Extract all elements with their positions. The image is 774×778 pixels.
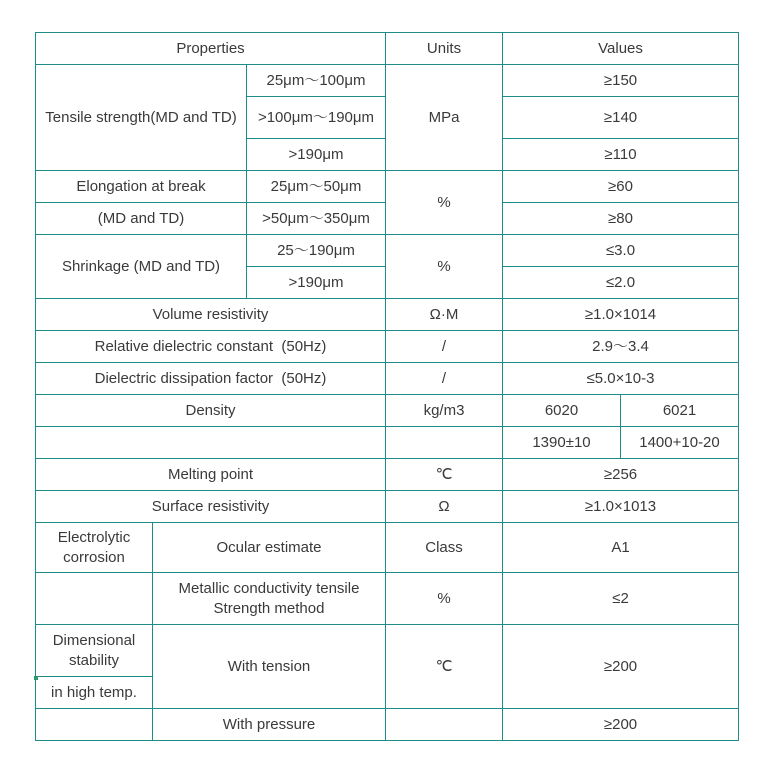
dimensional-label-line3: in high temp. — [36, 677, 153, 709]
dimensional-label-line2: stability — [68, 651, 120, 669]
values-header: Values — [503, 33, 739, 65]
density-value-6021: 1400+10-20 — [621, 427, 739, 459]
electrolytic-label — [36, 523, 153, 573]
pressure-row — [36, 709, 739, 741]
properties-header: Properties — [36, 33, 386, 65]
volume-resistivity-unit: Ω·M — [386, 299, 503, 331]
tensile-value-2: ≥140 — [503, 97, 739, 139]
elongation-range-1: 25μm～50μm — [247, 171, 386, 203]
shrinkage-range-1: 25～190μm — [247, 235, 386, 267]
dielectric-constant-unit: / — [386, 331, 503, 363]
density-value-6020: 1390±10 — [503, 427, 621, 459]
density-unit-blank — [386, 427, 503, 459]
surface-resistivity-value: ≥1.0×1013 — [503, 491, 739, 523]
elongation-value-1: ≥60 — [503, 171, 739, 203]
melting-point-unit: ℃ — [386, 459, 503, 491]
density-blank — [36, 427, 386, 459]
shrinkage-range-2: >190μm — [247, 267, 386, 299]
tensile-value-3: ≥110 — [503, 139, 739, 171]
density-grade-6021: 6021 — [621, 395, 739, 427]
density-label: Density — [36, 395, 386, 427]
melting-point-value: ≥256 — [503, 459, 739, 491]
dissipation-factor-unit: / — [386, 363, 503, 395]
tensile-row-1 — [36, 65, 739, 97]
dimensional-label-line1: Dimensional — [52, 631, 136, 649]
electrolytic-row-1 — [36, 523, 739, 573]
tensile-range-2: >100μm～190μm — [247, 97, 386, 139]
elongation-row-1 — [36, 171, 739, 203]
metallic-method-line1: Metallic conductivity tensile — [178, 579, 360, 597]
dissipation-factor-label: Dielectric dissipation factor (50Hz) — [36, 363, 386, 395]
shrinkage-label: Shrinkage (MD and TD) — [36, 235, 247, 299]
melting-point-row — [36, 459, 739, 491]
dielectric-constant-row — [36, 331, 739, 363]
melting-point-label: Melting point — [36, 459, 386, 491]
surface-resistivity-row — [36, 491, 739, 523]
tension-method: With tension — [153, 625, 386, 709]
elongation-value-2: ≥80 — [503, 203, 739, 235]
surface-resistivity-label: Surface resistivity — [36, 491, 386, 523]
density-unit: kg/m3 — [386, 395, 503, 427]
shrinkage-value-1: ≤3.0 — [503, 235, 739, 267]
dielectric-constant-value: 2.9～3.4 — [503, 331, 739, 363]
dissipation-factor-value: ≤5.0×10-3 — [503, 363, 739, 395]
surface-resistivity-unit: Ω — [386, 491, 503, 523]
elongation-label-line1: Elongation at break — [36, 171, 247, 203]
volume-resistivity-label: Volume resistivity — [36, 299, 386, 331]
units-header: Units — [386, 33, 503, 65]
pressure-method: With pressure — [153, 709, 386, 741]
elongation-unit: % — [386, 171, 503, 235]
properties-table — [35, 32, 739, 741]
header-row — [36, 33, 739, 65]
ocular-method: Ocular estimate — [153, 523, 386, 573]
dielectric-constant-label: Relative dielectric constant (50Hz) — [36, 331, 386, 363]
cell-marker — [34, 676, 38, 680]
volume-resistivity-value: ≥1.0×1014 — [503, 299, 739, 331]
pressure-value: ≥200 — [503, 709, 739, 741]
density-row-1 — [36, 395, 739, 427]
tensile-unit: MPa — [386, 65, 503, 171]
tension-value: ≥200 — [503, 625, 739, 709]
tensile-range-3: >190μm — [247, 139, 386, 171]
dissipation-factor-row — [36, 363, 739, 395]
ocular-unit: Class — [386, 523, 503, 573]
electrolytic-row-2 — [36, 573, 739, 625]
tensile-value-1: ≥150 — [503, 65, 739, 97]
shrinkage-unit: % — [386, 235, 503, 299]
metallic-unit: % — [386, 573, 503, 625]
tensile-range-1: 25μm～100μm — [247, 65, 386, 97]
elongation-label-line2: (MD and TD) — [36, 203, 247, 235]
dimensional-label — [36, 625, 153, 677]
electrolytic-label-line1: Electrolytic — [57, 528, 131, 546]
pressure-unit-blank — [386, 709, 503, 741]
ocular-value: A1 — [503, 523, 739, 573]
tension-unit: ℃ — [386, 625, 503, 709]
electrolytic-label-line2: corrosion — [63, 548, 125, 566]
tensile-strength-label: Tensile strength(MD and TD) — [36, 65, 247, 171]
elongation-range-2: >50μm～350μm — [247, 203, 386, 235]
pressure-blank — [36, 709, 153, 741]
density-grade-6020: 6020 — [503, 395, 621, 427]
metallic-value: ≤2 — [503, 573, 739, 625]
density-row-2 — [36, 427, 739, 459]
shrinkage-row-1 — [36, 235, 739, 267]
metallic-method-line2: Strength method — [213, 599, 325, 617]
volume-resistivity-row — [36, 299, 739, 331]
dimensional-row-1 — [36, 625, 739, 677]
electrolytic-blank — [36, 573, 153, 625]
metallic-method — [153, 573, 386, 625]
shrinkage-value-2: ≤2.0 — [503, 267, 739, 299]
